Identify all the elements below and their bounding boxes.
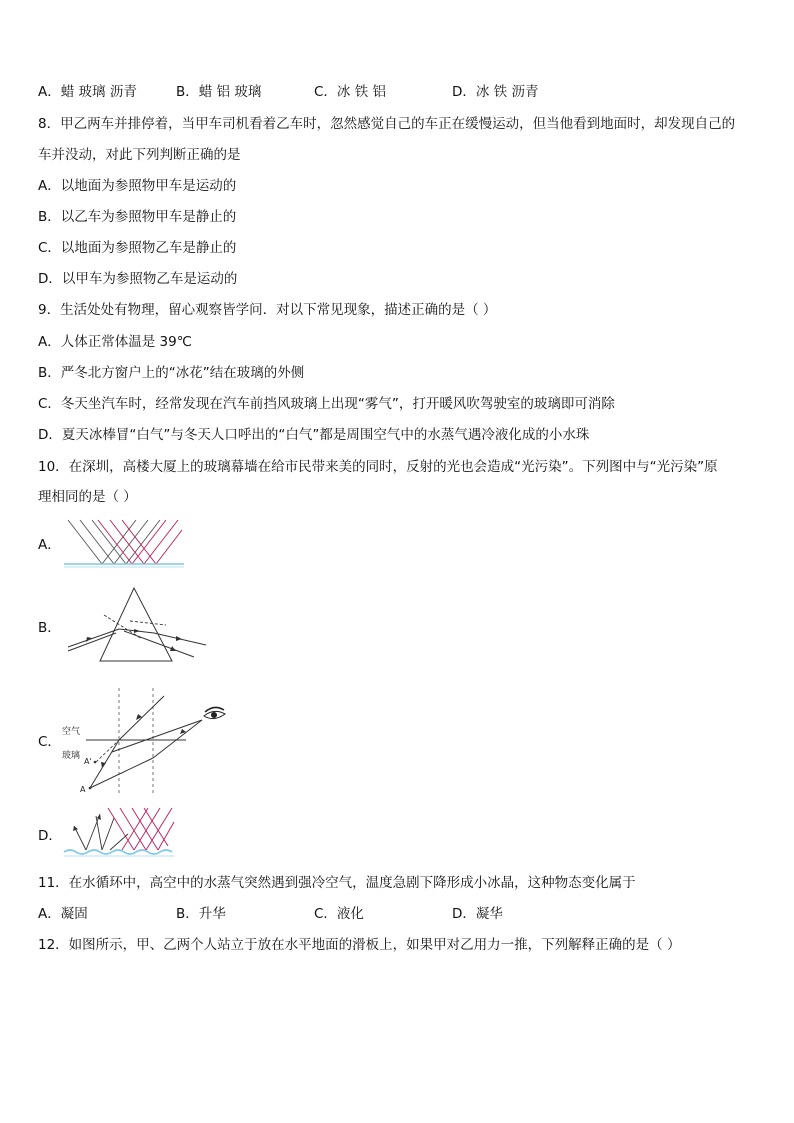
- q10-label-d: D．: [38, 828, 62, 844]
- q10-label-c: C．: [38, 734, 61, 750]
- q8-option-a: A．以地面为参照物甲车是运动的: [38, 178, 237, 194]
- q10-figure-c: [62, 686, 232, 798]
- q11-option-b: B．升华: [176, 906, 226, 922]
- q11-stem: 11．在水循环中，高空中的水蒸气突然遇到强冷空气，温度急剧下降形成小冰晶，这种物态变化属于: [38, 875, 636, 891]
- q7-option-a: A．蜡 玻璃 沥青: [38, 84, 137, 100]
- q7-option-d: D．冰 铁 沥青: [452, 84, 539, 100]
- q10-label-a: A．: [38, 537, 61, 553]
- eye-icon: [204, 707, 225, 718]
- q10-stem-line2: 理相同的是（ ）: [38, 489, 137, 505]
- q9-option-d: D．夏天冰棒冒“白气”与冬天人口呼出的“白气”都是周围空气中的水蒸气遇冷液化成的小水珠: [38, 427, 590, 443]
- q8-stem-line1: 8．甲乙两车并排停着，当甲车司机看着乙车时，忽然感觉自己的车正在缓慢运动，但当他看到地面时，却发现自己的: [38, 116, 736, 132]
- q10-figure-d: [62, 804, 178, 860]
- q10-figure-b: [64, 585, 210, 665]
- q7-option-b: B．蜡 铝 玻璃: [176, 84, 262, 100]
- q10-stem-line1: 10．在深圳，高楼大厦上的玻璃幕墙在给市民带来美的同时，反射的光也会造成“光污染”。下列图中与“光污染”原: [38, 459, 718, 475]
- q9-stem: 9．生活处处有物理，留心观察皆学问．对以下常见现象，描述正确的是（ ）: [38, 302, 497, 318]
- q11-option-c: C．液化: [314, 906, 364, 922]
- fig-c-a-label: A: [80, 785, 86, 794]
- q8-stem-line2: 车并没动，对此下列判断正确的是: [38, 147, 241, 163]
- fig-c-air-label: 空气: [62, 727, 81, 737]
- q11-option-a: A．凝固: [38, 906, 88, 922]
- q9-option-a: A．人体正常体温是 39℃: [38, 334, 192, 350]
- q11-option-d: D．凝华: [452, 906, 503, 922]
- q10-figure-a: [62, 516, 186, 572]
- q10-label-b: B．: [38, 620, 61, 636]
- q8-option-c: C．以地面为参照物乙车是静止的: [38, 240, 237, 256]
- q7-option-c: C．冰 铁 铝: [314, 84, 387, 100]
- q12-stem: 12．如图所示，甲、乙两个人站立于放在水平地面的滑板上，如果甲对乙用力一推，下列解释正确的是（ ）: [38, 937, 681, 953]
- q8-option-d: D．以甲车为参照物乙车是运动的: [38, 271, 238, 287]
- fig-c-a-prime-label: A': [84, 757, 92, 766]
- q9-option-b: B．严冬北方窗户上的“冰花”结在玻璃的外侧: [38, 365, 305, 381]
- q8-option-b: B．以乙车为参照物甲车是静止的: [38, 209, 237, 225]
- fig-c-glass-label: 玻璃: [62, 751, 81, 761]
- q9-option-c: C．冬天坐汽车时，经常发现在汽车前挡风玻璃上出现“雾气”，打开暖风吹驾驶室的玻璃即可消除: [38, 396, 615, 412]
